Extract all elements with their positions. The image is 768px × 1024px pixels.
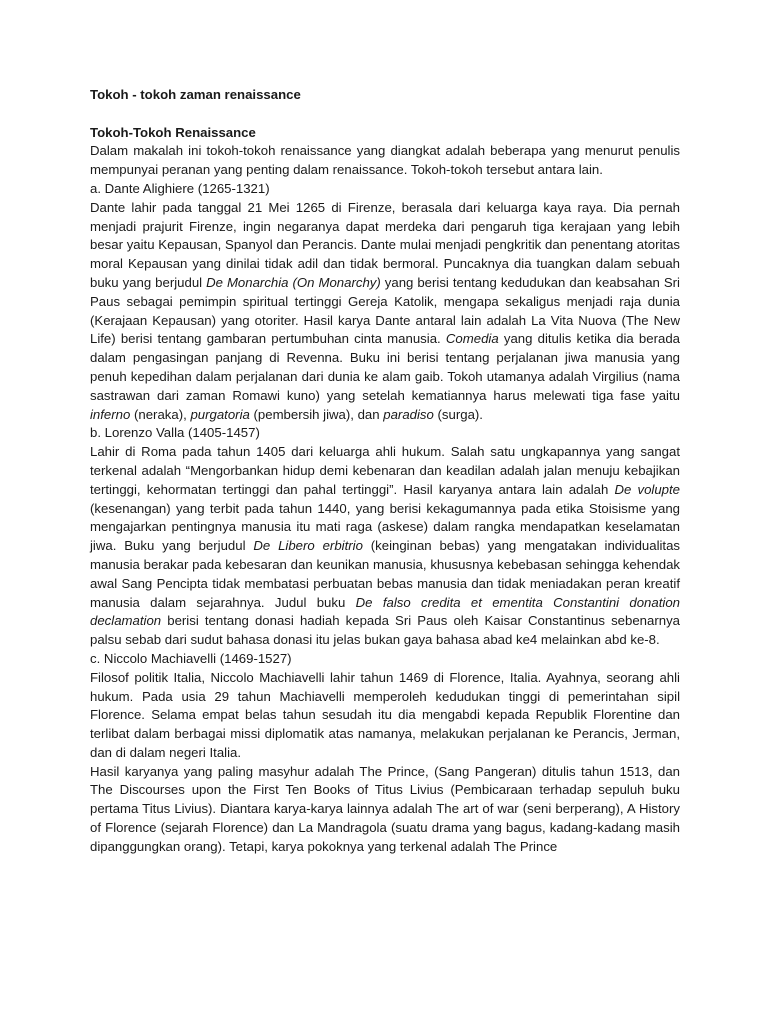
dante-italic-paradiso: paradiso — [383, 406, 434, 422]
valla-text-3: (keinginan bebas) yang mengatakan individualitas manusia berakar pada kebesaran dan keunikan manusia, khususnya kebebasan sehingga kehendak awal Sang Pencipta tidak membatasi perbuatan bebas manusia dan tidak meniadakan peran kreatif manusia dalam sejarahnya. Judul buku — [90, 538, 681, 610]
dante-text-3: yang ditulis ketika dia berada dalam pengasingan panjang di Revenna. Buku ini berisi tentang perjalanan jiwa manusia yang penuh kepedihan dalam perjalanan dari dunia ke alam gaib. Tokoh utamanya adalah Virgilius (nama sastrawan dari zaman Romawi kuno) yang setelah kematiannya harus melewati tiga fase yaitu — [90, 331, 680, 403]
section-title: Tokoh-Tokoh Renaissance — [90, 124, 256, 140]
machiavelli-paragraph-1: Filosof politik Italia, Niccolo Machiavelli lahir tahun 1469 di Florence, Italia. Ayahnya, seorang ahli hukum. Pada usia 29 tahun Machiavelli memperoleh kedudukan tinggi di pemerintahan sipil Florence. Selama empat belas tahun sesudah itu dia mengabdi kepada Republik Florentine dan terlibat dalam berbagai missi diplomatik atas namanya, melakukan perjalanan ke Perancis, Jerman, dan di dalam negeri Italia. — [90, 669, 680, 760]
valla-text-4: berisi tentang donasi hadiah kepada Sri Paus oleh Kaisar Constantinus sebenarnya palsu sebab dari sudut bahasa donasi itu jelas bukan gaya bahasa abad ke4 melainkan abd ke-8. — [90, 613, 680, 648]
dante-italic-monarchia: De Monarchia (On Monarchy) — [206, 274, 381, 290]
dante-text-2: yang berisi tentang kedudukan dan keabsahan Sri Paus sebagai pemimpin spiritual tertinggi Gereja Katolik, mengapa sekaligus menjadi raja dunia (Kerajaan Kepausan) yang otoriter. Hasil karya Dante antaral lain adalah La Vita Nuova (The New Life) berisi tentang gambaran pertumbuhan cinta manusia. — [90, 274, 680, 347]
dante-text-6: (surga). — [437, 406, 483, 422]
dante-text-5: (pembersih jiwa), dan — [253, 406, 380, 422]
document-title: Tokoh - tokoh zaman renaissance — [90, 87, 301, 102]
dante-italic-comedia: Comedia — [445, 331, 499, 347]
valla-text-2: (kesenangan) yang terbit pada tahun 1440, yang berisi kekagumannya pada etika Stoisisme yang mengajarkan pentingnya manusia itu mati raga (askese) dalam rangka mendapatkan keselamatan jiwa. Buku yang berjudul — [90, 500, 680, 554]
dante-paragraph — [90, 199, 680, 425]
valla-italic-volupte: De volupte — [614, 481, 681, 497]
document-page — [90, 86, 680, 857]
valla-italic-libero: De Libero erbitrio — [253, 538, 363, 554]
valla-heading: b. Lorenzo Valla (1405-1457) — [90, 425, 260, 441]
intro-paragraph: Dalam makalah ini tokoh-tokoh renaissance yang diangkat adalah beberapa yang menurut penulis mempunyai peranan yang penting dalam renaissance. Tokoh-tokoh tersebut antara lain. — [90, 143, 680, 178]
dante-heading: a. Dante Alighiere (1265-1321) — [90, 180, 270, 196]
dante-text-1: Dante lahir pada tanggal 21 Mei 1265 di Firenze, berasala dari keluarga kaya raya. Dia pernah menjadi prajurit Firenze, ingin negaranya dapat merdeka dari pengaruh tiga kerajaan yang lebih besar yaitu Kepausan, Spanyol dan Perancis. Dante mulai menjadi pengkritik dan penentang atoritas moral Kepausan yang dinilai tidak adil dan tidak bermoral. Puncaknya dia tuangkan dalam sebuah buku yang berjudul — [90, 199, 680, 290]
machiavelli-heading: c. Niccolo Machiavelli (1469-1527) — [90, 650, 292, 666]
valla-paragraph — [90, 443, 680, 650]
valla-italic-falso: De falso credita et ementita Constantini donation declamation — [90, 594, 680, 629]
dante-italic-inferno: inferno — [90, 406, 131, 422]
dante-text-4: (neraka), — [134, 406, 187, 422]
dante-italic-purgatoria: purgatoria — [190, 406, 250, 422]
valla-text-1: Lahir di Roma pada tahun 1405 dari keluarga ahli hukum. Salah satu ungkapannya yang sangat terkenal adalah “Mengorbankan hidup demi kebenaran dan keadilan adalah jalan menuju kebajikan tertinggi, kehormatan tertinggi dan pahal tertinggi”. Hasil karyanya antara lain adalah — [90, 444, 680, 497]
machiavelli-paragraph-2: Hasil karyanya yang paling masyhur adalah The Prince, (Sang Pangeran) ditulis tahun 1513, dan The Discourses upon the First Ten Books of Titus Livius (Pembicaraan terhadap sepuluh buku pertama Titus Livius). Diantara karya-karya lainnya adalah The art of war (seni berperang), A History of Florence (sejarah Florence) dan La Mandragola (suatu drama yang bagus, kadang-kadang masih dipanggungkan orang). Tetapi, karya pokoknya yang terkenal adalah The Prince — [90, 763, 680, 854]
